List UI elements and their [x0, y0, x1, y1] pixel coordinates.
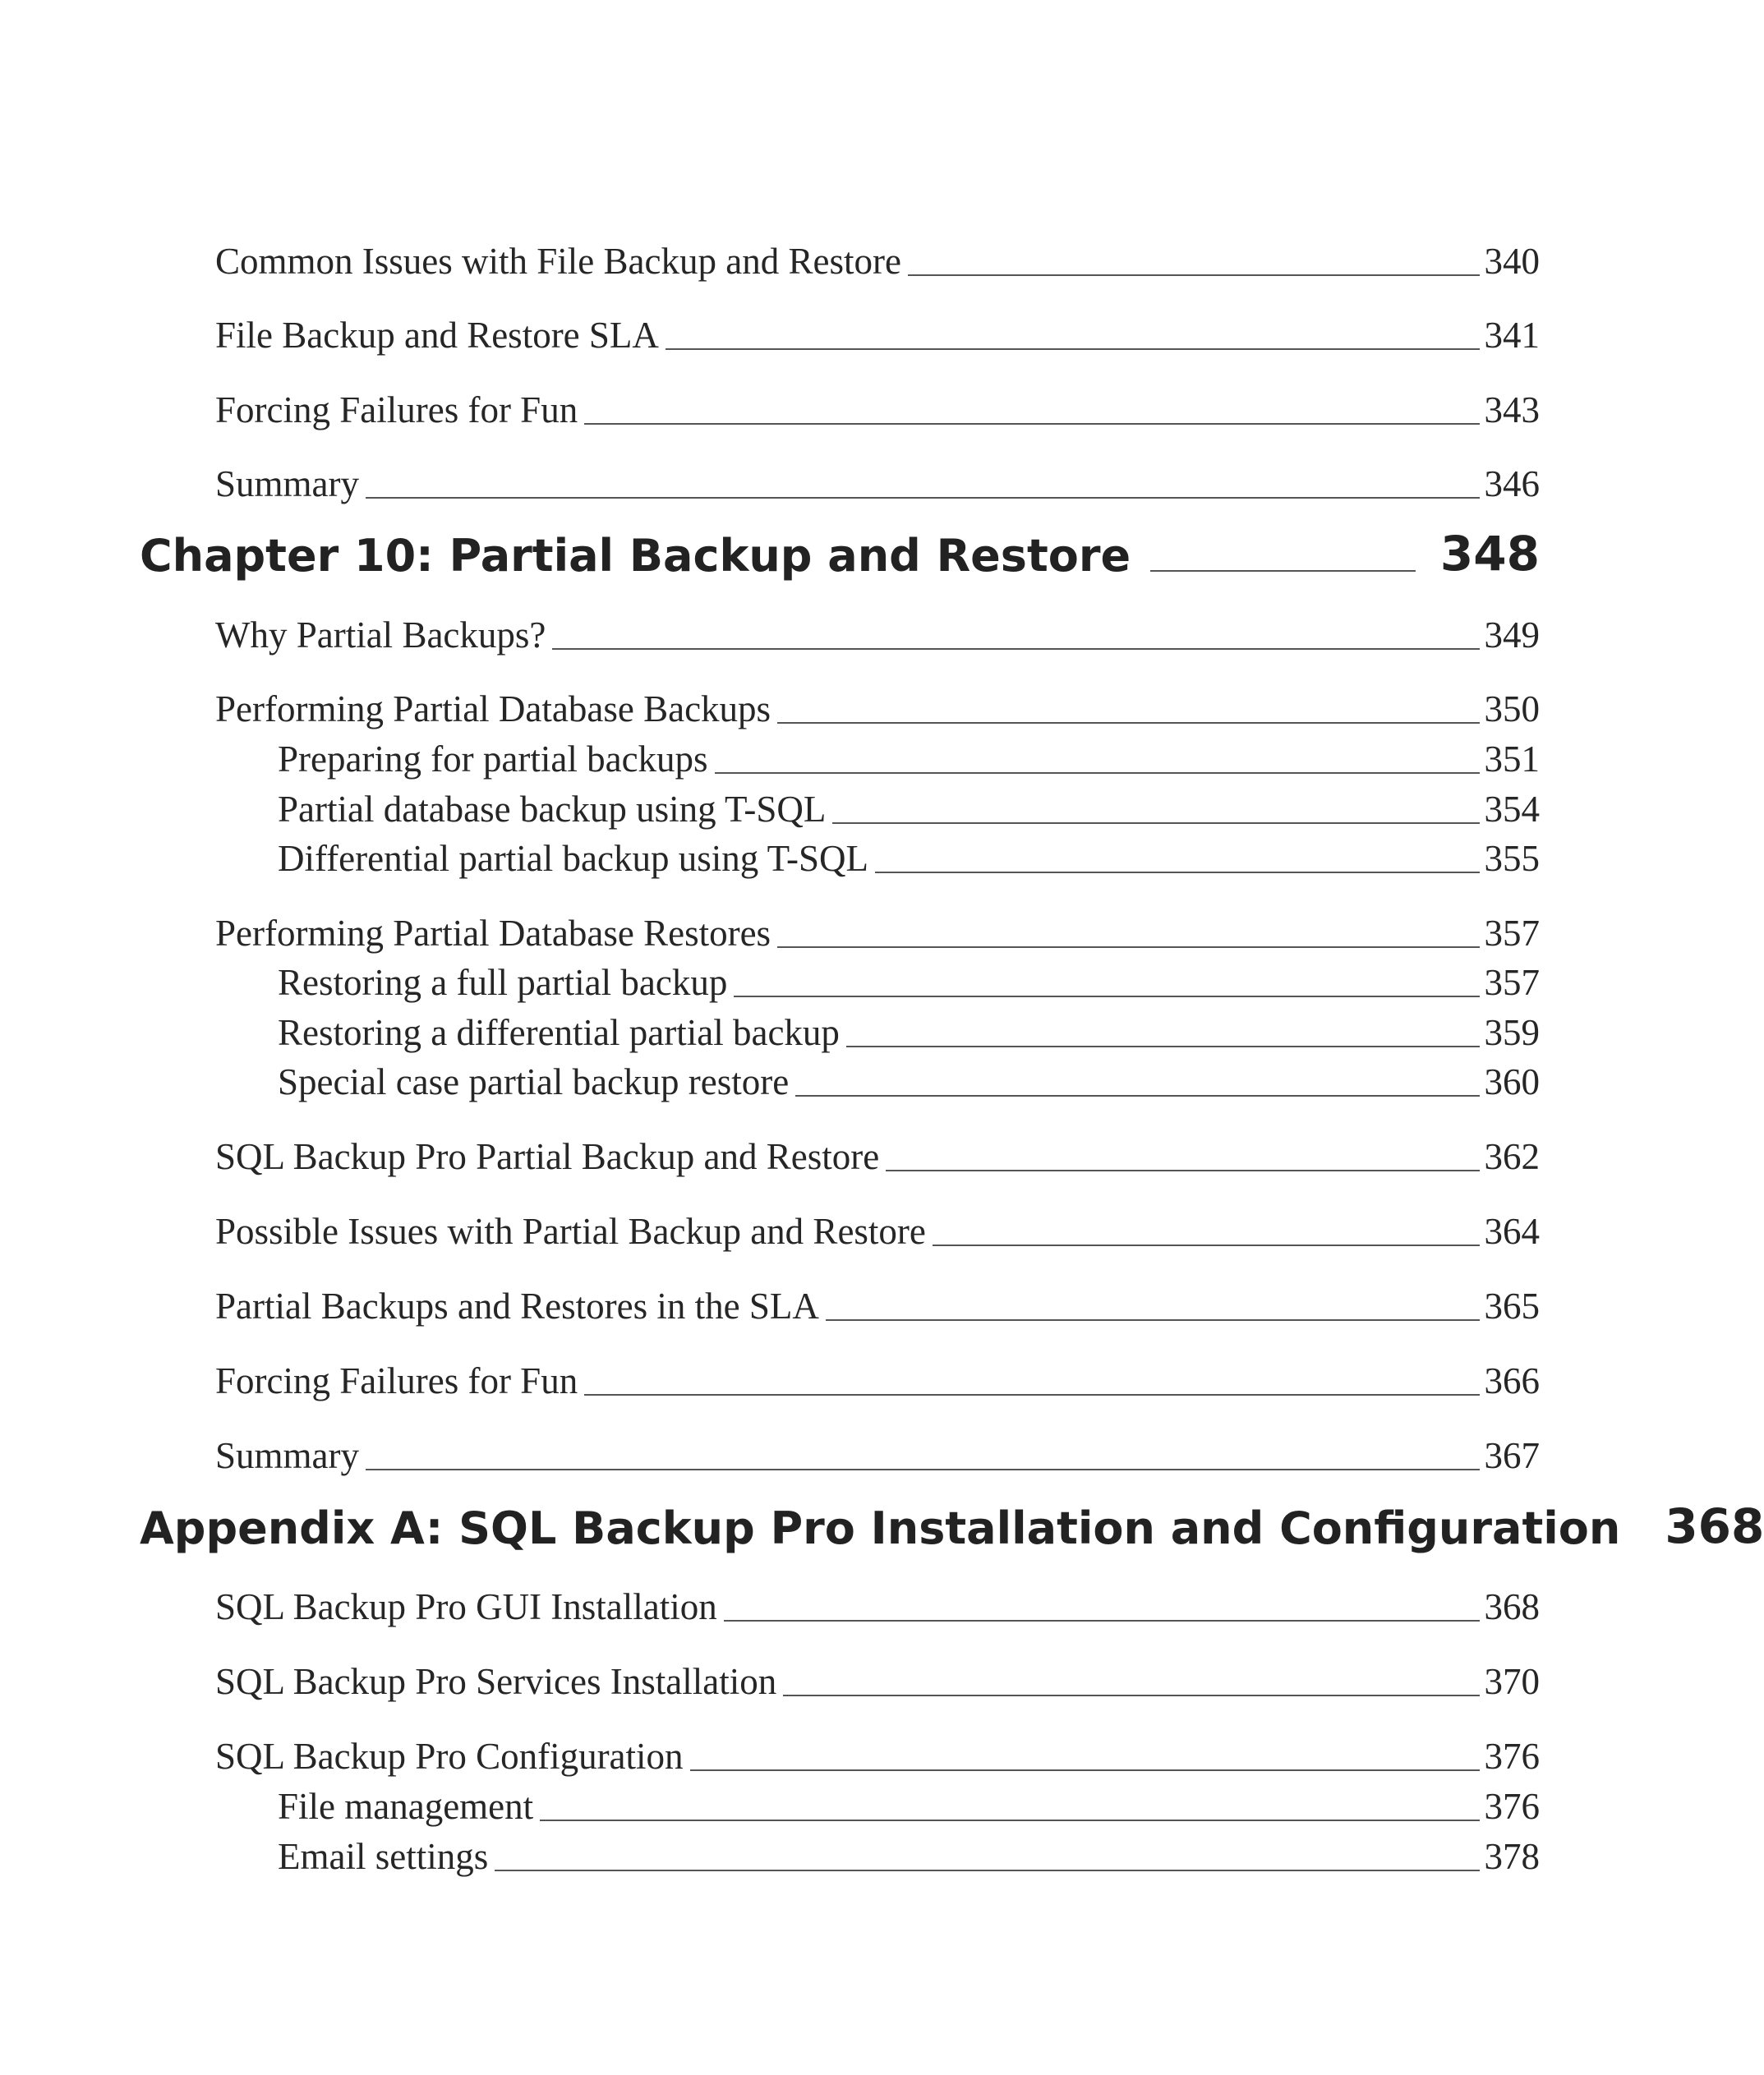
toc-entry-title: Forcing Failures for Fun [215, 389, 578, 430]
toc-entry-page: 346 [1484, 463, 1540, 504]
dot-leader [666, 347, 1480, 350]
toc-subentry-page: 376 [1484, 1786, 1540, 1827]
dot-leader [1150, 569, 1416, 572]
toc-entry-page: 364 [1484, 1211, 1540, 1252]
dot-leader [584, 422, 1479, 425]
toc-subentry-page: 378 [1484, 1836, 1540, 1877]
toc-entry-title: Performing Partial Database Restores [215, 913, 771, 954]
toc-entry-title: Possible Issues with Partial Backup and Restore [215, 1211, 926, 1252]
toc-entry-title: Why Partial Backups? [215, 614, 546, 656]
toc-subentry[interactable] [278, 1008, 1540, 1054]
dot-leader [777, 945, 1479, 948]
toc-subentry[interactable] [278, 1057, 1540, 1103]
dot-leader [886, 1169, 1479, 1171]
dot-leader [908, 274, 1480, 276]
toc-subentry[interactable] [278, 1832, 1540, 1878]
chapter-page: 348 [1439, 526, 1540, 582]
dot-leader [783, 1694, 1479, 1696]
toc-subentry-title: Preparing for partial backups [278, 738, 708, 780]
toc-subentry-page: 359 [1484, 1012, 1540, 1053]
toc-entry-page: 370 [1484, 1661, 1540, 1702]
toc-entry-page: 357 [1484, 913, 1540, 954]
toc-entry[interactable] [215, 1582, 1540, 1628]
toc-subentry[interactable] [278, 834, 1540, 880]
toc-entry[interactable] [215, 459, 1540, 505]
dot-leader [846, 1045, 1480, 1047]
toc-entry[interactable] [215, 1431, 1540, 1477]
toc-subentry-page: 351 [1484, 738, 1540, 780]
dot-leader [366, 496, 1480, 499]
toc-subentry-page: 357 [1484, 962, 1540, 1003]
toc-entry-page: 365 [1484, 1286, 1540, 1327]
appendix-title: Appendix A: SQL Backup Pro Installation and Configuration [140, 1502, 1621, 1554]
toc-entry[interactable] [215, 909, 1540, 955]
toc-entry-page: 367 [1484, 1435, 1540, 1476]
toc-subentry-title: Special case partial backup restore [278, 1061, 790, 1102]
toc-subentry-title: Partial database backup using T-SQL [278, 789, 827, 830]
appendix-page: 368 [1665, 1498, 1764, 1554]
dot-leader [832, 821, 1479, 824]
dot-leader [933, 1244, 1480, 1246]
dot-leader [826, 1318, 1480, 1321]
toc-entry-page: 340 [1484, 241, 1540, 282]
toc-entry-page: 366 [1484, 1360, 1540, 1401]
toc-subentry-title: File management [278, 1786, 534, 1827]
dot-leader [540, 1819, 1479, 1821]
toc-entry[interactable] [215, 1132, 1540, 1178]
dot-leader [495, 1869, 1479, 1871]
toc-entry[interactable] [215, 610, 1540, 656]
toc-entry[interactable] [215, 385, 1540, 431]
toc-entry[interactable] [215, 1207, 1540, 1253]
toc-entry[interactable] [215, 237, 1540, 283]
toc-entry-title: Summary [215, 1435, 359, 1476]
toc-entry-title: Partial Backups and Restores in the SLA [215, 1286, 819, 1327]
dot-leader [777, 721, 1479, 724]
toc-subentry-page: 354 [1484, 789, 1540, 830]
dot-leader [690, 1769, 1480, 1771]
toc-entry-title: SQL Backup Pro Partial Backup and Restore [215, 1136, 880, 1177]
dot-leader [734, 995, 1479, 997]
toc-entry-page: 349 [1484, 614, 1540, 656]
toc-entry-page: 376 [1484, 1736, 1540, 1777]
toc-entry-page: 341 [1484, 315, 1540, 356]
toc-subentry[interactable] [278, 958, 1540, 1004]
toc-entry[interactable] [215, 311, 1540, 357]
chapter-title: Chapter 10: Partial Backup and Restore [140, 530, 1131, 582]
toc-entry-page: 350 [1484, 688, 1540, 729]
dot-leader [724, 1619, 1480, 1622]
toc-subentry-title: Restoring a differential partial backup [278, 1012, 840, 1053]
toc-subentry[interactable] [278, 734, 1540, 780]
appendix-heading[interactable] [140, 1497, 1764, 1554]
toc-subentry-page: 355 [1484, 838, 1540, 879]
toc-entry[interactable] [215, 1356, 1540, 1402]
toc-subentry[interactable] [278, 1782, 1540, 1828]
toc-entry[interactable] [215, 1281, 1540, 1327]
toc-entry-page: 368 [1484, 1586, 1540, 1627]
toc-subentry-title: Email settings [278, 1836, 489, 1877]
chapter-heading[interactable] [140, 524, 1540, 582]
toc-entry-title: SQL Backup Pro Services Installation [215, 1661, 777, 1702]
toc-entry-title: SQL Backup Pro Configuration [215, 1736, 684, 1777]
toc-entry-title: Summary [215, 463, 359, 504]
toc-subentry-page: 360 [1484, 1061, 1540, 1102]
toc-subentry[interactable] [278, 784, 1540, 830]
dot-leader [795, 1094, 1479, 1097]
toc-entry-title: Performing Partial Database Backups [215, 688, 771, 729]
toc-subentry-title: Restoring a full partial backup [278, 962, 728, 1003]
toc-entry[interactable] [215, 1657, 1540, 1703]
toc-entry-page: 343 [1484, 389, 1540, 430]
dot-leader [875, 871, 1479, 873]
toc-entry-title: SQL Backup Pro GUI Installation [215, 1586, 717, 1627]
dot-leader [584, 1393, 1479, 1396]
dot-leader [366, 1468, 1480, 1470]
toc-entry-page: 362 [1484, 1136, 1540, 1177]
toc-entry[interactable] [215, 1732, 1540, 1778]
dot-leader [715, 771, 1480, 774]
dot-leader [552, 647, 1479, 650]
toc-entry-title: File Backup and Restore SLA [215, 315, 659, 356]
toc-entry[interactable] [215, 684, 1540, 730]
toc-entry-title: Forcing Failures for Fun [215, 1360, 578, 1401]
toc-subentry-title: Differential partial backup using T-SQL [278, 838, 869, 879]
toc-entry-title: Common Issues with File Backup and Restore [215, 241, 901, 282]
